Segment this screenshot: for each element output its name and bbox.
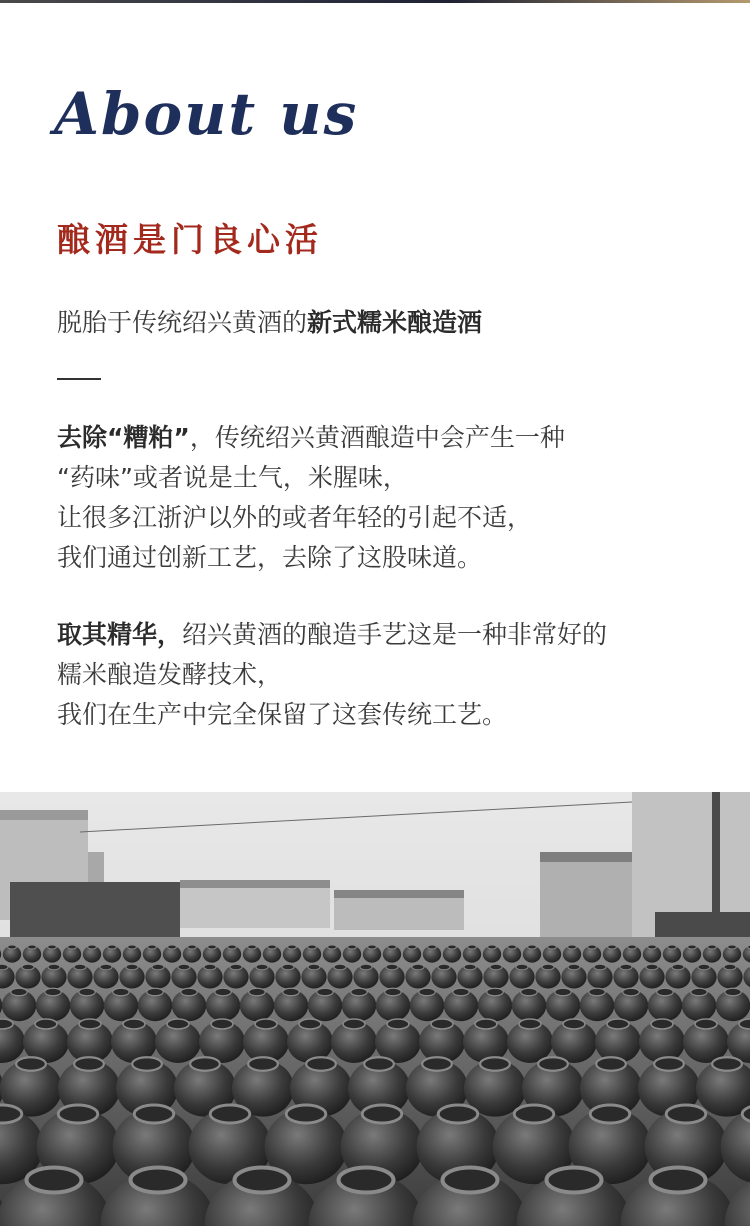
wine-jar-mouth	[691, 988, 708, 996]
paragraph-lead: 去除“糟粕”	[57, 423, 190, 452]
wine-jar-mouth	[555, 988, 572, 996]
wine-jar-mouth	[88, 945, 97, 949]
wine-jar-mouth	[123, 1019, 145, 1029]
wine-jar-mouth	[672, 964, 684, 970]
wine-jar-mouth	[16, 1057, 46, 1071]
wine-jar-mouth	[516, 964, 528, 970]
wine-jar-mouth	[208, 945, 217, 949]
wine-jar-mouth	[668, 945, 677, 949]
wine-jar-mouth	[368, 945, 377, 949]
wine-jar-mouth	[167, 1019, 189, 1029]
wine-jar-mouth	[249, 988, 266, 996]
wine-jar-mouth	[268, 945, 277, 949]
wine-jar-mouth	[438, 964, 450, 970]
wine-jar-mouth	[299, 1019, 321, 1029]
wine-jar-mouth	[68, 945, 77, 949]
wine-jar-mouth	[728, 945, 737, 949]
wine-jar-mouth	[695, 1019, 717, 1029]
wine-jar-mouth	[230, 964, 242, 970]
wine-jar-mouth	[100, 964, 112, 970]
wine-jar-mouth	[596, 1057, 626, 1071]
wine-jar-mouth	[79, 1019, 101, 1029]
wine-jar-mouth	[475, 1019, 497, 1029]
wine-jar-mouth	[431, 1019, 453, 1029]
wine-jar-mouth	[288, 945, 297, 949]
paragraph-line-text: ，传统绍兴黄酒酿造中会产生一种	[189, 423, 565, 452]
wine-jar-mouth	[27, 1168, 82, 1193]
wine-jar-mouth	[28, 945, 37, 949]
top-decorative-strip	[0, 0, 750, 3]
wine-jar-mouth	[724, 964, 736, 970]
paragraph-line: 我们通过创新工艺，去除了这股味道。	[57, 543, 483, 572]
building-right-low	[540, 852, 632, 942]
wine-jar-mouth	[317, 988, 334, 996]
wine-jar-mouth	[134, 1105, 174, 1123]
wine-jar-mouth	[152, 964, 164, 970]
wine-jar-mouth	[468, 945, 477, 949]
wine-jar-mouth	[328, 945, 337, 949]
wine-jar-mouth	[74, 964, 86, 970]
wine-jar-mouth	[126, 964, 138, 970]
intro-highlight: 新式糯米酿造酒	[307, 308, 483, 337]
wine-jar-mouth	[286, 1105, 326, 1123]
intro-text: 脱胎于传统绍兴黄酒的	[57, 308, 308, 337]
wine-jar-mouth	[74, 1057, 104, 1071]
wine-jar-mouth	[343, 1019, 365, 1029]
wine-jar-mouth	[412, 964, 424, 970]
wine-jar-mouth	[0, 1019, 13, 1029]
wine-jar-mouth	[0, 1105, 22, 1123]
wine-jar-mouth	[514, 1105, 554, 1123]
wine-jar-mouth	[360, 964, 372, 970]
wine-jar-mouth	[443, 1168, 498, 1193]
wine-jar-mouth	[698, 964, 710, 970]
wine-jar-mouth	[448, 945, 457, 949]
wine-jar-mouth	[11, 988, 28, 996]
wine-jar-mouth	[563, 1019, 585, 1029]
wine-jar-mouth	[188, 945, 197, 949]
wine-jar-mouth	[190, 1057, 220, 1071]
wine-jar-mouth	[58, 1105, 98, 1123]
wine-jar-mouth	[646, 964, 658, 970]
wine-jar-mouth	[48, 964, 60, 970]
paragraph-line: “药味”或者说是土气，米腥味，	[57, 463, 408, 492]
wine-jar-mouth	[521, 988, 538, 996]
wine-jar-mouth	[147, 988, 164, 996]
wine-jar-mouth	[464, 964, 476, 970]
wine-jar-mouth	[648, 945, 657, 949]
wine-jar-mouth	[108, 945, 117, 949]
wine-jar-mouth	[588, 945, 597, 949]
page-title: About us	[54, 80, 359, 148]
wine-jar-mouth	[607, 1019, 629, 1029]
divider	[57, 378, 101, 380]
wine-jar-mouth	[178, 964, 190, 970]
wine-jar-mouth	[204, 964, 216, 970]
wine-jar-mouth	[422, 1057, 452, 1071]
wine-jar-mouth	[248, 945, 257, 949]
building-roof	[334, 890, 464, 898]
wine-jar-mouth	[348, 945, 357, 949]
wine-jar-mouth	[568, 945, 577, 949]
wine-jar-mouth	[248, 1057, 278, 1071]
wine-jar-mouth	[657, 988, 674, 996]
wine-jar-mouth	[48, 945, 57, 949]
wine-jar-yard-photo	[0, 792, 750, 1226]
wine-jar-mouth	[388, 945, 397, 949]
wine-jar-mouth	[666, 1105, 706, 1123]
wine-jar-mouth	[45, 988, 62, 996]
paragraph-keep-essence	[57, 615, 607, 735]
wine-jar-mouth	[628, 945, 637, 949]
wine-jar-mouth	[590, 1105, 630, 1123]
paragraph-line: 糯米酿造发酵技术，	[57, 660, 283, 689]
wine-jar-mouth	[608, 945, 617, 949]
wine-jar-mouth	[528, 945, 537, 949]
stacked-jars-left	[10, 882, 180, 942]
paragraph-line	[57, 418, 565, 458]
wine-jar-mouth	[148, 945, 157, 949]
wine-jar-mouth	[428, 945, 437, 949]
wine-jar-mouth	[725, 988, 742, 996]
wine-jar-mouth	[589, 988, 606, 996]
wine-jar-mouth	[654, 1057, 684, 1071]
wine-jar-mouth	[0, 964, 8, 970]
wine-jar-mouth	[113, 988, 130, 996]
wine-jar-mouth	[538, 1057, 568, 1071]
building-roof	[180, 880, 330, 888]
wine-jar-mouth	[181, 988, 198, 996]
building-roof	[0, 810, 88, 820]
wine-jar-mouth	[306, 1057, 336, 1071]
wine-jar-mouth	[256, 964, 268, 970]
wine-jar-mouth	[282, 964, 294, 970]
wine-jar-mouth	[215, 988, 232, 996]
wine-jar-mouth	[385, 988, 402, 996]
wine-jar-mouth	[210, 1105, 250, 1123]
wine-jar-mouth	[708, 945, 717, 949]
building-roof	[540, 852, 632, 862]
wine-jar-mouth	[453, 988, 470, 996]
wine-jar-mouth	[548, 945, 557, 949]
wine-jar-mouth	[542, 964, 554, 970]
wine-jar-mouth	[308, 945, 317, 949]
wine-jar-mouth	[339, 1168, 394, 1193]
wine-jar-mouth	[547, 1168, 602, 1193]
wine-jar-mouth	[594, 964, 606, 970]
wine-jar-mouth	[228, 945, 237, 949]
photo-illustration	[0, 792, 750, 1226]
wine-jar-mouth	[487, 988, 504, 996]
wine-jar-mouth	[508, 945, 517, 949]
wine-jar-mouth	[351, 988, 368, 996]
wine-jar-mouth	[620, 964, 632, 970]
wine-jar-mouth	[488, 945, 497, 949]
wine-jar-mouth	[623, 988, 640, 996]
wine-jar-mouth	[255, 1019, 277, 1029]
wine-jar-mouth	[235, 1168, 290, 1193]
paragraph-line: 我们在生产中完全保留了这套传统工艺。	[57, 700, 508, 729]
paragraph-line: 让很多江浙沪以外的或者年轻的引起不适，	[57, 503, 533, 532]
wine-jar-mouth	[408, 945, 417, 949]
wine-jar-mouth	[211, 1019, 233, 1029]
wine-jar-mouth	[419, 988, 436, 996]
wine-jar-mouth	[8, 945, 17, 949]
wine-jar-mouth	[308, 964, 320, 970]
wine-jar-mouth	[688, 945, 697, 949]
paragraph-remove-dregs	[57, 418, 565, 578]
wine-jar-mouth	[386, 964, 398, 970]
wine-jar-mouth	[712, 1057, 742, 1071]
wine-jar-mouth	[438, 1105, 478, 1123]
wine-jar-mouth	[283, 988, 300, 996]
wine-jar-mouth	[364, 1057, 394, 1071]
wine-jar-mouth	[490, 964, 502, 970]
wine-jar-mouth	[387, 1019, 409, 1029]
wine-jar-mouth	[22, 964, 34, 970]
wine-jar-mouth	[480, 1057, 510, 1071]
wine-jar-mouth	[334, 964, 346, 970]
section-subtitle: 酿酒是门良心活	[57, 220, 323, 259]
wine-jar-mouth	[35, 1019, 57, 1029]
wine-jar-mouth	[651, 1168, 706, 1193]
wine-jar-mouth	[568, 964, 580, 970]
wine-jar-mouth	[131, 1168, 186, 1193]
wine-jar-mouth	[739, 1019, 750, 1029]
wine-jar-mouth	[519, 1019, 541, 1029]
wine-jar-mouth	[79, 988, 96, 996]
paragraph-lead: 取其精华，	[57, 620, 183, 649]
wine-jar-mouth	[168, 945, 177, 949]
paragraph-line-text: 绍兴黄酒的酿造手艺这是一种非常好的	[182, 620, 608, 649]
wine-jar-mouth	[362, 1105, 402, 1123]
wine-jar-mouth	[651, 1019, 673, 1029]
paragraph-line	[57, 615, 607, 655]
wine-jar-mouth	[128, 945, 137, 949]
wine-jar-mouth	[132, 1057, 162, 1071]
intro-line	[57, 303, 482, 339]
